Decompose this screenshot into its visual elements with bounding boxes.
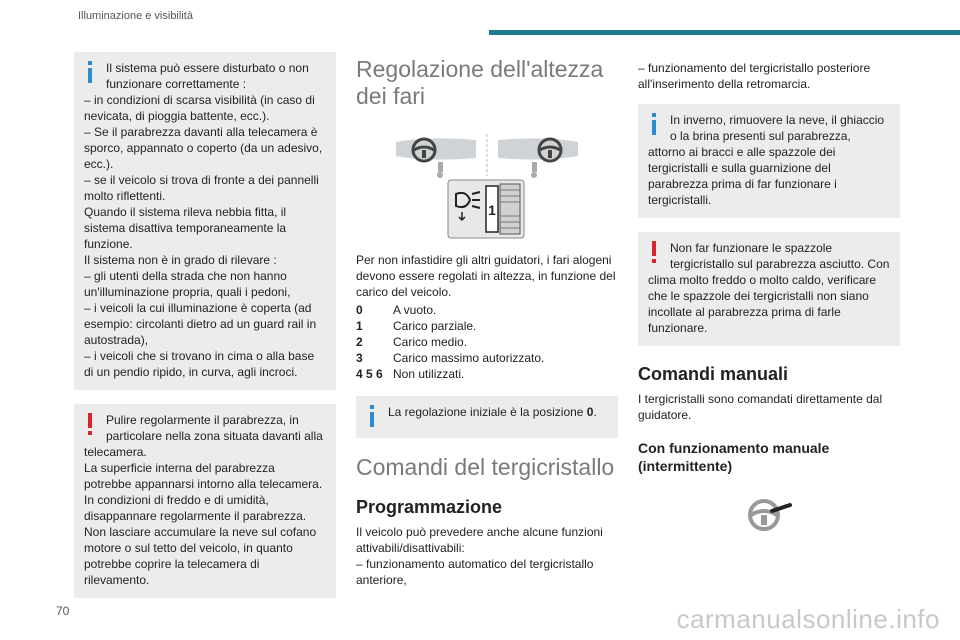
headlamp-adjustment-figure (356, 120, 618, 242)
box-line: attorno ai bracci e alle spazzole dei (648, 145, 836, 159)
box-line: nevicata, di pioggia battente, ecc.). (84, 109, 270, 123)
box-line: tergicristalli e sulla guarnizione del (648, 161, 831, 175)
thumbwheel-icon (500, 184, 520, 234)
section-title-wiper-controls: Comandi del tergicristallo (356, 454, 615, 480)
position-key: 2 (356, 335, 363, 349)
page-number: 70 (56, 604, 70, 618)
box-line: – Se il parabrezza davanti alla telecamera è (84, 125, 318, 139)
box-line: Il sistema non è in grado di rilevare : (84, 253, 277, 267)
position-item (356, 350, 618, 366)
box-line: La superficie interna del parabrezza (84, 461, 275, 475)
box-line: particolare nella zona situata davanti alla (106, 429, 323, 443)
box-line: In inverno, rimuovere la neve, il ghiaccio (670, 113, 885, 127)
programming-item-rear: – funzionamento del tergicristallo posteriore all'inserimento della retromarcia. (638, 61, 871, 91)
warning-box-text (84, 412, 326, 588)
box-line: – i veicoli la cui illuminazione è coperta (ad (84, 301, 312, 315)
warning-box-text (648, 240, 890, 336)
box-line: sistema disattiva temporaneamente la (84, 221, 287, 235)
headlamp-positions-list (356, 302, 618, 382)
warning-box-dry-windscreen (638, 232, 900, 346)
box-line: esempio: circolanti dietro ad un guard rail in (84, 317, 317, 331)
header-accent-bar (489, 30, 960, 35)
box-line: autostrada), (84, 333, 149, 347)
position-text: Carico medio. (393, 335, 468, 349)
box-line: tergicristallo sul parabrezza asciutto. Con (670, 257, 890, 271)
box-line: parabrezza prima di far funzionare i (648, 177, 837, 191)
box-line: ecc.). (84, 157, 114, 171)
info-box-initial-position (356, 396, 618, 438)
page-header-title: Illuminazione e visibilità (78, 10, 193, 22)
box-line: Pulire regolarmente il parabrezza, in (106, 413, 299, 427)
heading-manual-controls: Comandi manuali (638, 364, 789, 384)
box-line: molto riflettenti. (84, 189, 166, 203)
box-line: sporco, appannato o coperto (da un adesivo, (84, 141, 323, 155)
position-item (356, 318, 618, 334)
info-box-winter (638, 104, 900, 218)
position-key: 1 (356, 319, 363, 333)
thumbwheel-value: 1 (488, 202, 496, 218)
box-line: – in condizioni di scarsa visibilità (in caso di (84, 93, 315, 107)
column-1 (74, 52, 336, 612)
box-line: di un pendio ripido, in curva, agli incroci. (84, 365, 298, 379)
box-line: Non far funzionare le spazzole (670, 241, 833, 255)
manual-controls-para: I tergicristalli sono comandati direttamente dal guidatore. (638, 392, 883, 422)
box-line: o la brina presenti sul parabrezza, (670, 129, 851, 143)
steering-wheel-icon (750, 501, 778, 529)
box-line: motore o sul tetto del veicolo, in quanto (84, 541, 293, 555)
position-key: 4 5 6 (356, 367, 383, 381)
info-box-text: La regolazione iniziale è la posizione 0. (388, 405, 597, 419)
box-line: potrebbe appannarsi intorno alla telecamera. (84, 477, 323, 491)
watermark-text: carmanualsonline.info (676, 604, 940, 634)
info-box-text (84, 60, 326, 380)
headlamp-diagram (356, 120, 618, 242)
programming-item-front: – funzionamento automatico del tergicristallo anteriore, (356, 557, 594, 587)
position-text: Carico parziale. (393, 319, 477, 333)
box-line: In condizioni di freddo e di umidità, (84, 493, 269, 507)
warning-icon (647, 241, 661, 263)
position-item (356, 334, 618, 350)
section-title-headlamp-adjustment: Regolazione dell'altezza dei fari (356, 56, 604, 109)
box-line: incollate al parabrezza prima di farle (648, 305, 841, 319)
box-line: funzionare correttamente : (106, 77, 247, 91)
column-3 (638, 60, 900, 546)
box-line: – se il veicolo si trova di fronte a dei pannelli (84, 173, 319, 187)
info-icon (83, 61, 97, 83)
info-box-system-limits (74, 52, 336, 390)
headlamp-intro: Per non infastidire gli altri guidatori, i fari alogeni devono essere regolati in altezza, in funzione del carico del veicolo. (356, 253, 616, 299)
box-line: disappannare regolarmente il parabrezza. (84, 509, 307, 523)
warning-icon (83, 413, 97, 435)
programming-para: Il veicolo può prevedere anche alcune funzioni attivabili/disattivabili: (356, 525, 603, 555)
info-icon (647, 113, 661, 135)
position-item (356, 302, 618, 318)
subheading-programming: Programmazione (356, 497, 503, 517)
column-2 (356, 52, 618, 588)
info-box-text (648, 112, 890, 208)
box-line: funzionare. (648, 321, 708, 335)
box-line: un'illuminazione propria, quali i pedoni, (84, 285, 291, 299)
position-key: 3 (356, 351, 363, 365)
info-icon (365, 405, 379, 427)
box-line: che le spazzole dei tergicristalli non siano (648, 289, 869, 303)
subheading-manual-intermittent: Con funzionamento manuale (intermittente) (638, 440, 830, 474)
position-key: 0 (356, 303, 363, 317)
box-line: Il sistema può essere disturbato o non (106, 61, 309, 75)
box-line: clima molto freddo o molto caldo, verificare (648, 273, 877, 287)
wiper-stalk-figure (638, 481, 900, 541)
position-text: Non utilizzati. (393, 367, 465, 381)
box-line: Non lasciare accumulare la neve sul cofano (84, 525, 317, 539)
box-line: potrebbe coprire la telecamera di rilevamento. (84, 557, 260, 587)
box-line: – gli utenti della strada che non hanno (84, 269, 287, 283)
box-line: Quando il sistema rileva nebbia fitta, il (84, 205, 287, 219)
box-line: tergicristalli. (648, 193, 712, 207)
position-text: A vuoto. (393, 303, 437, 317)
position-text: Carico massimo autorizzato. (393, 351, 545, 365)
box-line: funzione. (84, 237, 133, 251)
box-line: – i veicoli che si trovano in cima o alla base (84, 349, 315, 363)
box-line: telecamera. (84, 445, 147, 459)
warning-box-camera (74, 404, 336, 598)
position-item (356, 366, 618, 382)
